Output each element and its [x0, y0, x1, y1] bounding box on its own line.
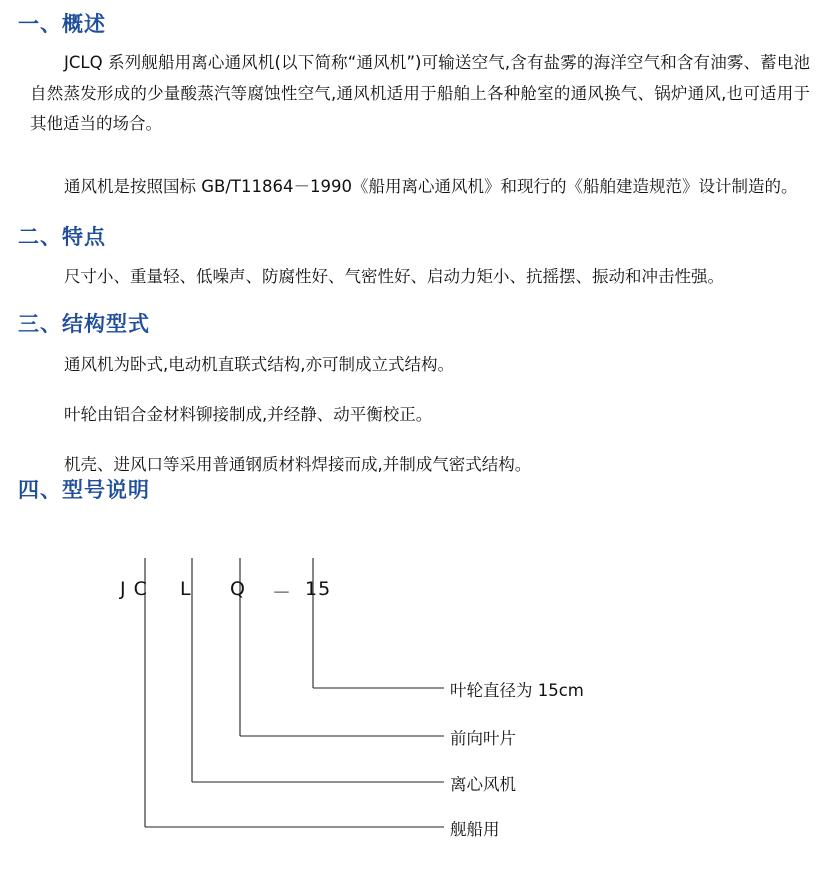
paragraph-structure-2: 叶轮由铝合金材料铆接制成,并经静、动平衡校正。 [64, 405, 433, 424]
model-code-token-jc: J C [120, 578, 148, 600]
paragraph-structure-1: 通风机为卧式,电动机直联式结构,亦可制成立式结构。 [64, 355, 454, 374]
model-code-token-15: 15 [305, 578, 332, 600]
section-heading-model-designation: 四、型号说明 [18, 478, 150, 502]
model-designation-diagram [0, 530, 830, 860]
paragraph-features-1: 尺寸小、重量轻、低噪声、防腐性好、气密性好、启动力矩小、抗摇摆、振动和冲击性强。 [64, 267, 724, 286]
model-code-token-q: Q [230, 578, 246, 600]
diagram-label-centrifugal-fan: 离心风机 [450, 775, 516, 794]
diagram-label-naval-ship-use: 舰船用 [450, 820, 500, 839]
paragraph-overview-2: 通风机是按照国标 GB/T11864－1990《船用离心通风机》和现行的《船舶建造规范》设计制造的。 [64, 177, 798, 196]
paragraph-overview-1: JCLQ 系列舰船用离心通风机(以下简称“通风机”)可输送空气,含有盐雾的海洋空气和含有油雾、蓄电池自然蒸发形成的少量酸蒸汽等腐蚀性空气,通风机适用于船舶上各种舱室的通风换气、锅炉通风,也可适用于其他适当的场合。 [30, 53, 810, 134]
diagram-label-forward-blade: 前向叶片 [450, 729, 516, 748]
model-code-token-dash: － [272, 582, 293, 604]
model-code-token-l: L [180, 578, 192, 600]
section-heading-features: 二、特点 [18, 225, 106, 249]
section-heading-overview: 一、概述 [18, 12, 106, 36]
diagram-label-impeller-diameter: 叶轮直径为 15cm [450, 681, 584, 700]
paragraph-structure-3: 机壳、进风口等采用普通钢质材料焊接而成,并制成气密式结构。 [64, 455, 532, 474]
section-heading-structure: 三、结构型式 [18, 312, 150, 336]
